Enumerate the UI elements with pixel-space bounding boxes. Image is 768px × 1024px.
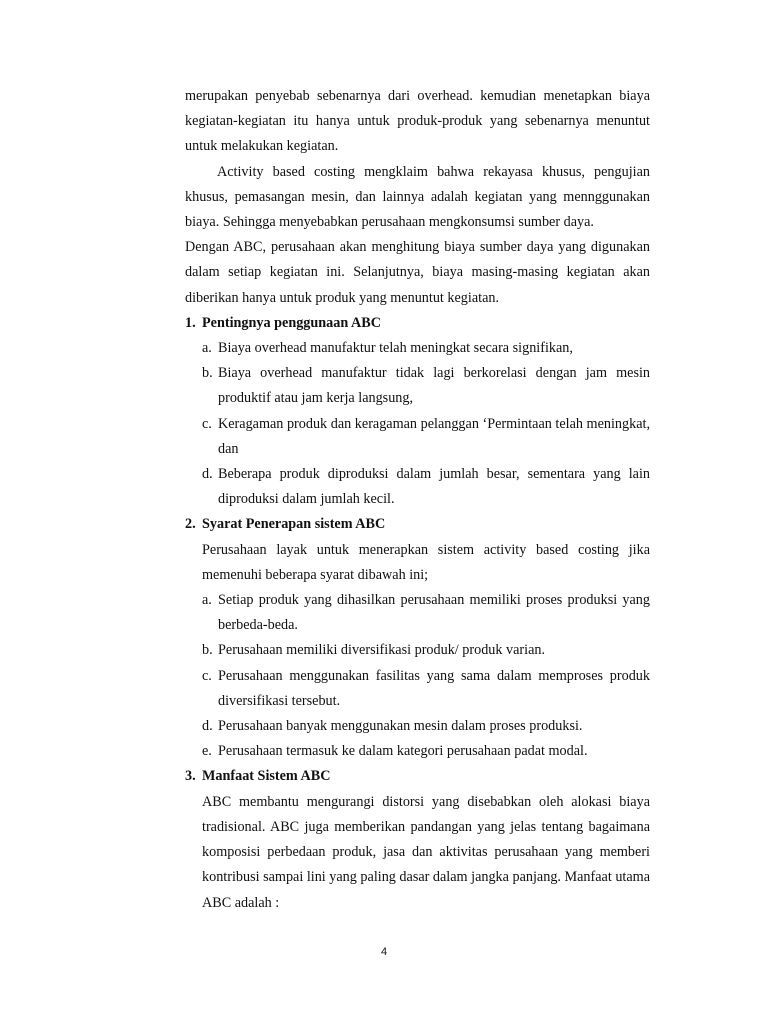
list-letter: d.	[202, 718, 213, 735]
section-title: Syarat Penerapan sistem ABC	[202, 516, 386, 533]
section-heading	[185, 512, 650, 537]
list-letter: b.	[202, 365, 213, 382]
list-letter: b.	[202, 642, 213, 659]
section-title: Manfaat Sistem ABC	[202, 768, 331, 785]
list-letter: c.	[202, 667, 212, 684]
list-text: Perusahaan termasuk ke dalam kategori perusahaan padat modal.	[218, 743, 588, 760]
paragraph-abc-calculation: Dengan ABC, perusahaan akan menghitung biaya sumber daya yang digunakan dalam setiap kegiatan ini. Selanjutnya, biaya masing-masing kegiatan akan diberikan hanya untuk produk yang menuntut kegiatan.	[185, 239, 650, 306]
list-item	[202, 664, 650, 714]
list-text: Biaya overhead manufaktur telah meningkat secara signifikan,	[218, 340, 573, 357]
list-letter: a.	[202, 592, 212, 609]
page-number: 4	[380, 946, 388, 958]
list-text: Keragaman produk dan keragaman pelanggan ‘Permintaan telah meningkat, dan	[218, 415, 650, 457]
list-item	[202, 462, 650, 512]
section-syarat	[185, 512, 650, 764]
sub-list	[185, 336, 650, 512]
section-manfaat	[185, 764, 650, 915]
section-number: 1.	[185, 314, 196, 331]
section-heading	[185, 764, 650, 789]
list-text: Setiap produk yang dihasilkan perusahaan memiliki proses produksi yang berbeda-beda.	[218, 592, 650, 634]
list-item	[202, 638, 650, 663]
section-number: 2.	[185, 516, 196, 533]
list-item	[202, 361, 650, 411]
list-item	[202, 714, 650, 739]
list-text: Perusahaan menggunakan fasilitas yang sama dalam memproses produk diversifikasi tersebut.	[218, 667, 650, 709]
section-pentingnya	[185, 311, 650, 513]
section-heading	[185, 311, 650, 336]
list-letter: d.	[202, 466, 213, 483]
list-item	[202, 336, 650, 361]
section-number: 3.	[185, 768, 196, 785]
sub-list	[185, 588, 650, 764]
paragraph-abc-claim: Activity based costing mengklaim bahwa rekayasa khusus, pengujian khusus, pemasangan mesin, dan lainnya adalah kegiatan yang mennggunakan biaya. Sehingga menyebabkan perusahaan mengkonsumsi sumber daya.	[185, 163, 650, 231]
section-title: Pentingnya penggunaan ABC	[202, 314, 381, 331]
list-text: Perusahaan memiliki diversifikasi produk/ produk varian.	[218, 642, 546, 659]
section-intro: Perusahaan layak untuk menerapkan sistem activity based costing jika memenuhi beberapa syarat dibawah ini;	[202, 541, 650, 583]
list-text: Biaya overhead manufaktur tidak lagi berkorelasi dengan jam mesin produktif atau jam kerja langsung,	[218, 365, 650, 407]
paragraph-continuation: merupakan penyebab sebenarnya dari overhead. kemudian menetapkan biaya kegiatan-kegiatan itu hanya untuk produk-produk yang sebenarnya menuntut untuk melakukan kegiatan.	[185, 88, 650, 155]
list-text: Beberapa produk diproduksi dalam jumlah besar, sementara yang lain diproduksi dalam jumlah kecil.	[218, 466, 650, 508]
list-item	[202, 739, 650, 764]
section-intro: ABC membantu mengurangi distorsi yang disebabkan oleh alokasi biaya tradisional. ABC juga memberikan pandangan yang jelas tentang bagaimana komposisi perbedaan produk, jasa dan aktivitas perusahaan yang memberi kontribusi sampai lini yang paling dasar dalam jangka panjang. Manfaat utama ABC adalah :	[202, 793, 650, 911]
list-letter: c.	[202, 415, 212, 432]
list-letter: a.	[202, 340, 212, 357]
list-item	[202, 588, 650, 638]
list-letter: e.	[202, 743, 212, 760]
page-content	[185, 84, 650, 916]
list-text: Perusahaan banyak menggunakan mesin dalam proses produksi.	[218, 718, 583, 735]
list-item	[202, 412, 650, 462]
